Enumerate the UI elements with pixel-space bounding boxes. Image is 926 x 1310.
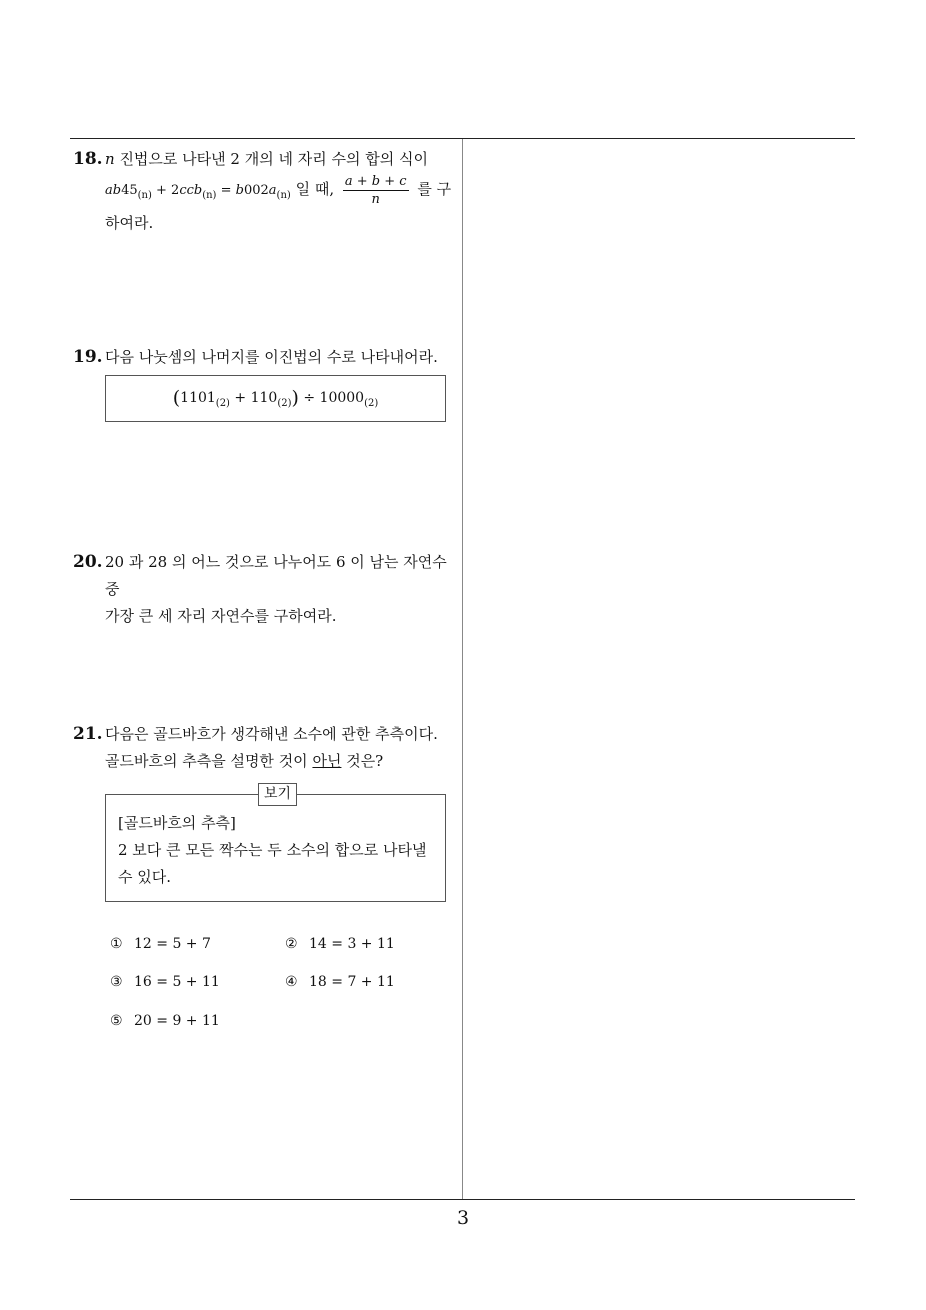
q18-line2-end: 를 구 — [417, 180, 452, 198]
left-paren: ( — [172, 387, 181, 409]
choice-3[interactable] — [110, 972, 220, 992]
q21-underlined-word: 아닌 — [312, 752, 342, 770]
example-box-title: 보기 — [258, 783, 297, 806]
q18-when: 일 때, — [290, 180, 335, 198]
eq-term-a: a — [268, 183, 277, 198]
base-sub-2: (2) — [277, 398, 292, 409]
q20-line2: 가장 큰 세 자리 자연수를 구하여라. — [105, 607, 337, 625]
choice-text: 16 = 5 + 11 — [134, 974, 220, 990]
conjecture-line1: 2 보다 큰 모든 짝수는 두 소수의 합으로 나타낼 — [118, 841, 427, 859]
q18-line3: 하여라. — [105, 214, 154, 232]
example-box-content — [118, 810, 437, 891]
question-18 — [73, 146, 459, 234]
eq-sub-2: (n) — [202, 190, 217, 201]
page-number: 3 — [456, 1207, 470, 1229]
choice-marker: ⑤ — [110, 1013, 123, 1029]
eq-sub-3: (n) — [276, 190, 291, 201]
choice-marker: ③ — [110, 974, 123, 990]
choice-2[interactable] — [285, 934, 395, 954]
question-number: 18. — [73, 149, 103, 169]
conjecture-line2: 수 있다. — [118, 868, 172, 886]
question-19 — [73, 344, 459, 371]
choice-1[interactable] — [110, 934, 211, 954]
question-text — [105, 721, 459, 775]
q20-line1: 20 과 28 의 어느 것으로 나누어도 6 이 남는 자연수 중 — [105, 553, 447, 598]
q18-line1-text: 진법으로 나타낸 2 개의 네 자리 수의 합의 식이 — [114, 150, 428, 168]
q21-line1: 다음은 골드바흐가 생각해낸 소수에 관한 추측이다. — [105, 725, 438, 743]
question-number: 21. — [73, 724, 103, 744]
fraction — [343, 174, 409, 207]
question-text — [105, 146, 459, 234]
q18-line1 — [105, 146, 459, 173]
question-text: 다음 나눗셈의 나머지를 이진법의 수로 나타내어라. — [105, 348, 438, 366]
eq-term-ccb: ccb — [179, 183, 203, 198]
term-divide: ÷ 10000 — [298, 390, 365, 406]
eq-term-45: 45 — [121, 183, 138, 198]
eq-term-ab: ab — [105, 183, 122, 198]
choice-text: 14 = 3 + 11 — [309, 936, 395, 952]
q21-line2-a: 골드바흐의 추측을 설명한 것이 — [105, 752, 313, 770]
fraction-denominator: n — [371, 191, 380, 207]
question-number: 19. — [73, 347, 103, 367]
q21-line2 — [105, 748, 459, 775]
base-sub-1: (2) — [215, 398, 230, 409]
term-plus-110: + 110 — [229, 390, 278, 406]
choice-4[interactable] — [285, 972, 395, 992]
right-paren: ) — [291, 387, 299, 409]
eq-equals: = — [216, 183, 236, 198]
choice-text: 12 = 5 + 7 — [134, 936, 211, 952]
question-21 — [73, 721, 459, 775]
choice-5[interactable] — [110, 1011, 220, 1031]
eq-term-002: 002 — [243, 183, 269, 198]
column-divider — [462, 139, 463, 1200]
choice-text: 18 = 7 + 11 — [309, 974, 395, 990]
choice-marker: ② — [285, 936, 298, 952]
q18-equation — [105, 183, 291, 201]
eq-sub-1: (n) — [137, 190, 152, 201]
choice-marker: ① — [110, 936, 123, 952]
bottom-rule — [70, 1199, 855, 1200]
q21-line2-b: 것은? — [341, 752, 384, 770]
example-box — [105, 786, 446, 902]
question-text — [105, 549, 459, 630]
choice-text: 20 = 9 + 11 — [134, 1013, 220, 1029]
eq-plus: + 2 — [151, 183, 180, 198]
expression-box — [105, 375, 446, 422]
base-sub-3: (2) — [364, 398, 379, 409]
conjecture-heading: [골드바흐의 추측] — [118, 814, 236, 832]
q18-equation-line — [105, 173, 459, 212]
eq-term-b: b — [235, 183, 244, 198]
fraction-numerator: a + b + c — [344, 173, 407, 189]
question-20 — [73, 549, 459, 630]
var-n: n — [105, 150, 115, 168]
question-number: 20. — [73, 552, 103, 572]
term-1101: 1101 — [180, 390, 216, 406]
choice-marker: ④ — [285, 974, 298, 990]
